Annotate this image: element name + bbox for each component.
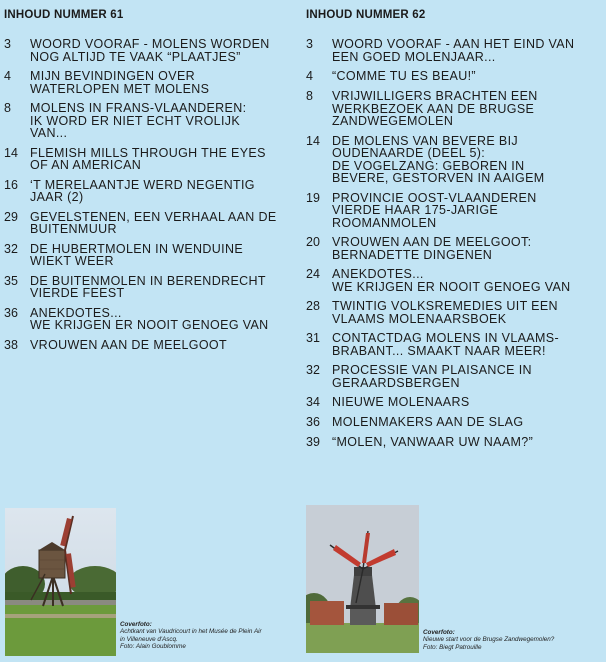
caption-credit: Foto: Biegt Patrouille [423, 643, 482, 651]
entry-page: 24 [306, 267, 320, 281]
entry-title: VROUWEN AAN DE MEELGOOT [30, 337, 227, 352]
entry-title: WOORD VOORAF - MOLENS WORDEN NOG ALTIJD TE VAAK “PLAATJES” [30, 37, 270, 64]
post-mill-image [5, 508, 116, 656]
entry-page: 3 [4, 37, 11, 51]
entry-page: 32 [306, 363, 320, 377]
toc-entry[interactable] [302, 396, 606, 409]
cover-photo-62 [306, 505, 419, 653]
entry-title: FLEMISH MILLS THROUGH THE EYES OF AN AMERICAN [30, 145, 266, 172]
entry-page: 4 [4, 69, 11, 83]
toc-entry[interactable] [302, 192, 606, 230]
entry-title: GEVELSTENEN, EEN VERHAAL AAN DE BUITENMUUR [30, 209, 277, 236]
toc-entry[interactable] [0, 243, 300, 268]
entry-page: 19 [306, 190, 320, 205]
caption-62 [423, 629, 603, 651]
entry-title: MOLENMAKERS AAN DE SLAG [332, 415, 524, 429]
entry-title: “MOLEN, VANWAAR UW NAAM?” [332, 435, 534, 449]
entry-title: MIJN BEVINDINGEN OVER WATERLOPEN MET MOLENS [30, 69, 210, 96]
entry-title: DE HUBERTMOLEN IN WENDUINE WIEKT WEER [30, 241, 244, 268]
entry-title: DE BUITENMOLEN IN BERENDRECHT VIERDE FEEST [30, 273, 266, 300]
caption-line: Nieuwe start voor de Brugse Zandwegemolen? [423, 636, 555, 644]
entry-title: ANEKDOTES... WE KRIJGEN ER NOOIT GENOEG VAN [332, 267, 571, 294]
toc-entry[interactable] [302, 416, 606, 429]
entry-title: ANEKDOTES... WE KRIJGEN ER NOOIT GENOEG VAN [30, 305, 269, 332]
entry-page: 14 [306, 133, 320, 148]
entry-title: “COMME TU ES BEAU!” [332, 69, 476, 83]
entry-title: VRIJWILLIGERS BRACHTEN EEN WERKBEZOEK AAN DE BRUGSE ZANDWEGEMOLEN [332, 89, 538, 128]
tower-mill-image [306, 505, 419, 653]
entry-title: ‘T MERELAANTJE WERD NEGENTIG JAAR (2) [30, 177, 255, 204]
toc-entry[interactable] [0, 38, 300, 63]
entry-page: 8 [4, 101, 11, 115]
toc-entry[interactable] [0, 275, 300, 300]
toc-entry[interactable] [302, 332, 606, 357]
toc-entry[interactable] [0, 307, 300, 332]
caption-line: in Villeneuve d'Ascq. [120, 635, 178, 643]
entry-page: 3 [306, 37, 313, 51]
entry-title: VROUWEN AAN DE MEELGOOT: BERNADETTE DINGENEN [332, 235, 532, 262]
entry-title: CONTACTDAG MOLENS IN VLAAMS- BRABANT... SMAAKT NAAR MEER! [332, 331, 559, 358]
toc-entry[interactable] [302, 70, 606, 83]
toc-entry[interactable] [302, 300, 606, 325]
entry-page: 8 [306, 89, 313, 103]
entry-page: 31 [306, 331, 320, 345]
entry-title: TWINTIG VOLKSREMEDIES UIT EEN VLAAMS MOLENAARSBOEK [332, 299, 558, 326]
entry-title: PROVINCIE OOST-VLAANDEREN VIERDE HAAR 175-JARIGE ROOMANMOLEN [332, 190, 537, 230]
issue-61-heading: INHOUD NUMMER 61 [4, 9, 124, 21]
toc-list-61 [0, 38, 300, 359]
caption-label: Coverfoto: [120, 621, 152, 628]
toc-entry[interactable] [302, 135, 606, 185]
entry-page: 16 [4, 177, 18, 192]
toc-entry[interactable] [0, 147, 300, 172]
entry-title: PROCESSIE VAN PLAISANCE IN GERAARDSBERGEN [332, 363, 532, 390]
toc-entry[interactable] [302, 364, 606, 389]
issue-62-heading: INHOUD NUMMER 62 [306, 9, 426, 21]
cover-photo-61 [5, 508, 116, 656]
toc-entry[interactable] [302, 38, 606, 63]
entry-page: 20 [306, 235, 320, 249]
entry-page: 14 [4, 145, 18, 160]
toc-list-62 [302, 38, 606, 456]
entry-page: 39 [306, 435, 320, 449]
toc-entry[interactable] [302, 236, 606, 261]
toc-entry[interactable] [302, 436, 606, 449]
toc-entry[interactable] [0, 70, 300, 95]
entry-title: WOORD VOORAF - AAN HET EIND VAN EEN GOED MOLENJAAR... [332, 37, 575, 64]
entry-title: NIEUWE MOLENAARS [332, 395, 470, 409]
toc-entry[interactable] [0, 211, 300, 236]
entry-page: 34 [306, 395, 320, 409]
caption-61 [120, 621, 300, 650]
caption-credit: Foto: Alain Goublomme [120, 642, 186, 650]
entry-page: 28 [306, 299, 320, 313]
entry-page: 36 [306, 415, 320, 429]
entry-page: 38 [4, 337, 18, 352]
caption-line: Achtkant van Vaudricourt in het Musée de Plein Air [120, 628, 262, 636]
toc-entry[interactable] [302, 90, 606, 128]
toc-entry[interactable] [0, 179, 300, 204]
caption-label: Coverfoto: [423, 629, 455, 636]
entry-page: 29 [4, 209, 18, 224]
toc-entry[interactable] [0, 339, 300, 352]
entry-page: 36 [4, 305, 18, 320]
entry-page: 4 [306, 69, 313, 83]
toc-entry[interactable] [302, 268, 606, 293]
entry-title: MOLENS IN FRANS-VLAANDEREN: IK WORD ER NIET ECHT VROLIJK VAN... [30, 101, 247, 140]
entry-page: 32 [4, 241, 18, 256]
entry-title: DE MOLENS VAN BEVERE BIJ OUDENAARDE (DEEL 5): DE VOGELZANG: GEBOREN IN BEVERE, GESTORVEN IN AAIGEM [332, 133, 545, 185]
entry-page: 35 [4, 273, 18, 288]
toc-entry[interactable] [0, 102, 300, 140]
